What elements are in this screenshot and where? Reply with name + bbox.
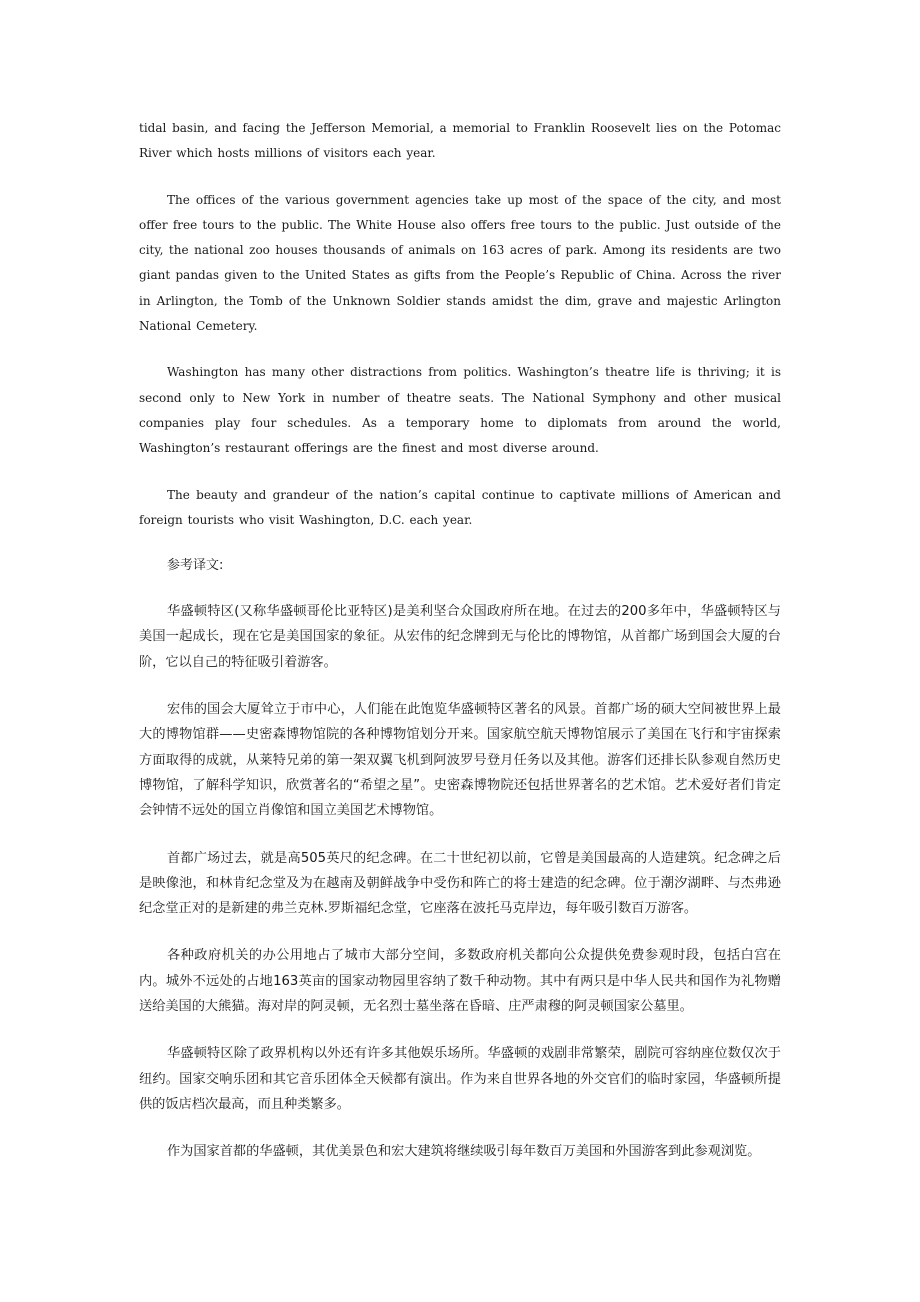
document-page <box>139 116 781 1187</box>
chinese-paragraph-1: 华盛顿特区(又称华盛顿哥伦比亚特区)是美利坚合众国政府所在地。在过去的200多年中，华盛顿特区与美国一起成长，现在它是美国国家的象征。从宏伟的纪念牌到无与伦比的博物馆，从首都广场到国会大厦的台阶，它以自己的特征吸引着游客。 <box>139 604 781 670</box>
english-paragraph-4: The beauty and grandeur of the nation’s capital continue to captivate millions of American and foreign tourists who visit Washington, D.C. each year. <box>139 487 781 527</box>
chinese-paragraph-5: 华盛顿特区除了政界机构以外还有许多其他娱乐场所。华盛顿的戏剧非常繁荣，剧院可容纳座位数仅次于纽约。国家交响乐团和其它音乐团体全天候都有演出。作为来自世界各地的外交官们的临时家园，华盛顿所提供的饭店档次最高，而且种类繁多。 <box>139 1046 781 1112</box>
translation-label: 参考译文: <box>167 558 224 574</box>
english-paragraph-3: Washington has many other distractions from politics. Washington’s theatre life is thriving; it is second only to New York in number of theatre seats. The National Symphony and other musical companies play four schedules. As a temporary home to diplomats from around the world, Washington’s restaurant offerings are the finest and most diverse around. <box>139 365 781 456</box>
english-paragraph-2: The offices of the various government agencies take up most of the space of the city, and most offer free tours to the public. The White House also offers free tours to the public. Just outside of the city, the national zoo houses thousands of animals on 163 acres of park. Among its residents are two giant pandas given to the United States as gifts from the People’s Republic of China. Across the river in Arlington, the Tomb of the Unknown Soldier stands amidst the dim, grave and majestic Arlington National Cemetery. <box>139 192 781 334</box>
english-paragraph-1: tidal basin, and facing the Jefferson Memorial, a memorial to Franklin Roosevelt lies on the Potomac River which hosts millions of visitors each year. <box>139 121 781 161</box>
chinese-paragraph-2: 宏伟的国会大厦耸立于市中心，人们能在此饱览华盛顿特区著名的风景。首都广场的硕大空间被世界上最大的博物馆群——史密森博物馆院的各种博物馆划分开来。国家航空航天博物馆展示了美国在飞行和宇宙探索方面取得的成就，从莱特兄弟的第一架双翼飞机到阿波罗号登月任务以及其他。游客们还排长队参观自然历史博物馆，了解科学知识，欣赏著名的“希望之星”。史密森博物院还包括世界著名的艺术馆。艺术爱好者们肯定会钟情不远处的国立肖像馆和国立美国艺术博物馆。 <box>139 702 781 819</box>
chinese-paragraph-3: 首都广场过去，就是高505英尺的纪念碑。在二十世纪初以前，它曾是美国最高的人造建筑。纪念碑之后是映像池，和林肯纪念堂及为在越南及朝鲜战争中受伤和阵亡的将士建造的纪念碑。位于潮汐湖畔、与杰弗逊纪念堂正对的是新建的弗兰克林.罗斯福纪念堂，它座落在波托马克岸边，每年吸引数百万游客。 <box>139 850 781 917</box>
chinese-paragraph-6: 作为国家首都的华盛顿，其优美景色和宏大建筑将继续吸引每年数百万美国和外国游客到此参观浏览。 <box>167 1144 761 1160</box>
chinese-paragraph-4: 各种政府机关的办公用地占了城市大部分空间，多数政府机关都向公众提供免费参观时段，包括白宫在内。城外不远处的占地163英亩的国家动物园里容纳了数千种动物。其中有两只是中华人民共和国作为礼物赠送给美国的大熊猫。海对岸的阿灵顿，无名烈士墓坐落在昏暗、庄严肃穆的阿灵顿国家公墓里。 <box>139 948 781 1015</box>
